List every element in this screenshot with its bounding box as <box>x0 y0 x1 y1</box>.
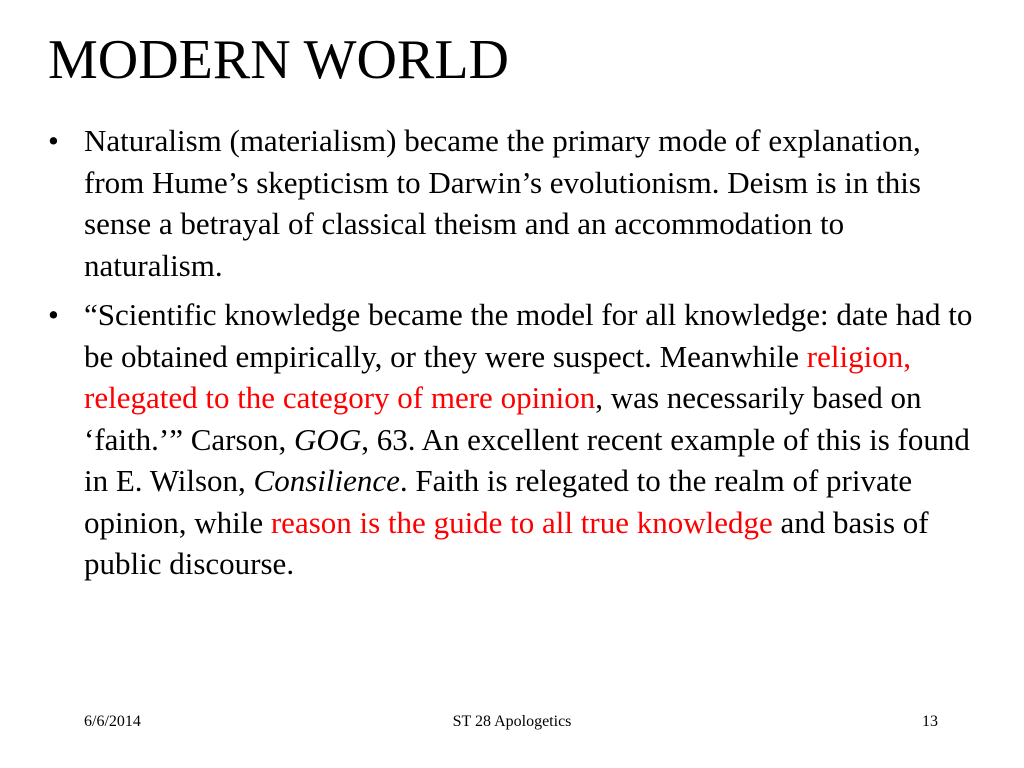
bullet-text-segment: “Scientific knowledge became the model for all knowledge: date had to be obtained empirically, or they were suspect. Meanwhile <box>84 297 973 374</box>
footer-date: 6/6/2014 <box>84 713 141 730</box>
bullet-text-segment: , 63. An excellent recent example of this is found in E. Wilson, <box>84 421 970 498</box>
bullet-text-segment: and basis of public discourse. <box>84 504 929 581</box>
bullet-text: Naturalism (materialism) became the primary mode of explanation, from Hume’s skepticism to Darwin’s evolutionism. Deism is in this sense a betrayal of classical theism and an accommodation to naturalism. <box>84 123 921 283</box>
bullet-item-scientific-knowledge <box>48 294 988 585</box>
slide-title: MODERN WORLD <box>48 29 509 91</box>
highlighted-text-reason: reason is the guide to all true knowledge <box>270 504 773 540</box>
footer-page-number: 13 <box>922 713 938 730</box>
bullet-item-naturalism <box>48 120 988 286</box>
italic-title-consilience: Consilience <box>253 463 400 498</box>
bullet-dot-icon: • <box>48 297 59 332</box>
bullet-dot-icon: • <box>48 123 59 158</box>
bullet-list <box>48 120 988 593</box>
bullet-text-segment: . Faith is relegated to the realm of private opinion, while <box>84 463 913 540</box>
highlighted-text-religion: religion, relegated to the category of mere opinion <box>84 338 911 415</box>
bullet-text-segment: , was necessarily based on ‘faith.’” Carson, <box>84 380 922 457</box>
italic-title-gog: GOG <box>294 421 362 457</box>
footer-course-name: ST 28 Apologetics <box>452 713 572 730</box>
